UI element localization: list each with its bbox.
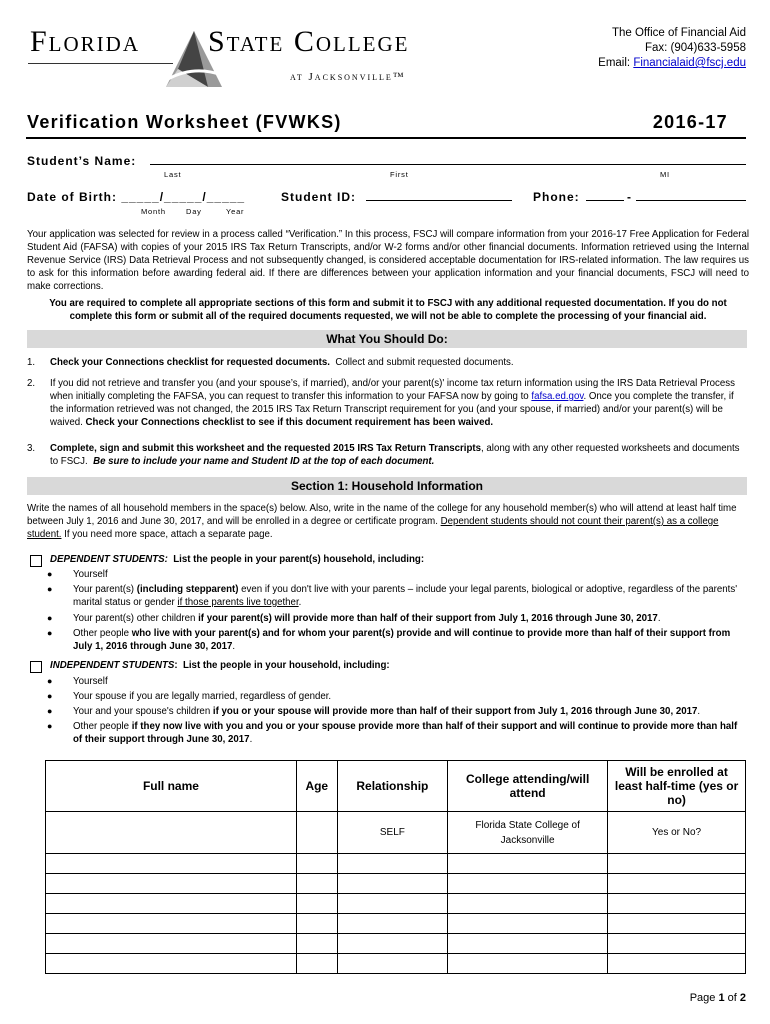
logo-word-florida: Florida [30, 25, 141, 58]
title-divider [26, 137, 746, 139]
dependent-b2-a: Your parent(s) [73, 584, 137, 595]
list-item [47, 720, 747, 746]
cell[interactable] [448, 894, 608, 914]
dependent-heading [50, 553, 747, 566]
cell-name[interactable] [46, 812, 297, 854]
list-item [47, 583, 747, 609]
table-row [46, 812, 746, 854]
dependent-b3-a: Your parent(s) other children [73, 613, 199, 624]
dependent-b4-a: Other people [73, 628, 132, 639]
cell[interactable] [296, 954, 337, 974]
independent-b2: Your spouse if you are legally married, regardless of gender. [73, 691, 332, 702]
dob-field[interactable]: Date of Birth: _____/_____/_____ [27, 190, 246, 204]
table-row [46, 914, 746, 934]
office-email-label: Email: [598, 57, 634, 69]
cell[interactable] [448, 954, 608, 974]
dependent-b4-c: . [232, 641, 236, 652]
page-of: of [724, 992, 740, 1004]
cell[interactable] [608, 934, 746, 954]
cell[interactable] [46, 954, 297, 974]
table-row [46, 954, 746, 974]
section1-intro-b: If you need more space, attach a separate page. [61, 529, 273, 540]
item3-number: 3. [27, 443, 36, 454]
item2-bold: Check your Connections checklist to see if this document requirement has been waived. [85, 417, 494, 428]
dependent-b4-bold: who live with your parent(s) and for whom your parent(s) provide and will continue to provide more than half of their support from July 1, 2016 through June 30, 2017 [73, 628, 731, 652]
independent-b3-a: Your and your spouse's children [73, 706, 213, 717]
college-logo [28, 27, 423, 95]
header-college: College attending/will attend [448, 761, 608, 812]
cell[interactable] [608, 874, 746, 894]
phone-area-field[interactable] [586, 188, 624, 201]
cell-relationship-self: SELF [337, 812, 447, 854]
table-header-row [46, 761, 746, 812]
office-fax: Fax: (904)633-5958 [644, 42, 746, 54]
logo-rule [28, 63, 173, 64]
dob-sub-month: Month [141, 207, 166, 216]
list-item [47, 627, 747, 653]
cell[interactable] [46, 914, 297, 934]
section1-heading: Section 1: Household Information [27, 477, 747, 495]
cell[interactable] [337, 954, 447, 974]
dependent-b2-c: . [298, 597, 302, 608]
dob-sub-year: Year [226, 207, 245, 216]
independent-b3-c: . [697, 706, 701, 717]
page-title: Verification Worksheet (FVWKS) [27, 112, 342, 132]
cell-age[interactable] [296, 812, 337, 854]
independent-b3-bold: if you or your spouse will provide more than half of their support from July 1, 2016 through June 30, 2017 [212, 706, 698, 717]
header-age: Age [296, 761, 337, 812]
dob-sub-day: Day [186, 207, 202, 216]
logo-word-state-college: State College [208, 25, 410, 58]
page-number [690, 992, 746, 1004]
cell[interactable] [608, 914, 746, 934]
cell[interactable] [337, 894, 447, 914]
dependent-checkbox[interactable] [30, 555, 42, 567]
name-sub-last: Last [164, 170, 182, 179]
item1-number: 1. [27, 357, 36, 368]
cell[interactable] [296, 854, 337, 874]
dependent-b3-c: . [657, 613, 661, 624]
phone-separator: - [627, 190, 632, 204]
cell[interactable] [337, 934, 447, 954]
name-sub-first: First [390, 170, 409, 179]
list-item [47, 690, 747, 703]
bullet-icon: ● [47, 676, 53, 686]
student-name-label: Student’s Name: [27, 154, 137, 168]
table-row [46, 874, 746, 894]
student-id-label: Student ID: [281, 190, 356, 204]
cell[interactable] [608, 854, 746, 874]
bullet-icon: ● [47, 613, 53, 623]
table-row [46, 854, 746, 874]
cell[interactable] [46, 874, 297, 894]
cell[interactable] [448, 934, 608, 954]
item3-bold: Complete, sign and submit this worksheet and the requested 2015 IRS Tax Return Transcripts [50, 443, 482, 454]
section1-intro-a: Write the names of all household members in the space(s) below. Also, write in the name of the college for any household member(s) who will attend at least half time between July 1, 2016 and June 30, 2017, and will be enrolled in a degree or certificate program. [27, 503, 737, 527]
cell[interactable] [608, 894, 746, 914]
instruction-item-2 [27, 377, 747, 431]
cell[interactable] [337, 914, 447, 934]
intro-paragraph: Your application was selected for review in a process called “Verification.” In this process, FSCJ will compare information from your 2016-17 Free Application for Federal Student Aid (FAFSA) with copies of your 2015 IRS Tax Return Transcripts, and/or W-2 forms and/or other financial documents. Information retrieved using the Internal Revenue Service (IRS) Data Retrieval Process and not subsequently changed, is considered acceptable documentation for IRS-related information. The law requires us to ask for this information before awarding federal aid. If there are differences between your application information and your financial documents, FSCJ will need to make corrections. [27, 229, 749, 292]
cell[interactable] [296, 914, 337, 934]
page-num: 1 [718, 992, 725, 1004]
cell[interactable] [448, 854, 608, 874]
office-email-line [598, 56, 746, 71]
cell[interactable] [448, 874, 608, 894]
bullet-icon: ● [47, 706, 53, 716]
cell[interactable] [46, 854, 297, 874]
student-name-field[interactable] [150, 152, 746, 165]
list-item [47, 675, 747, 688]
independent-heading-italic: INDEPENDENT STUDENTS [50, 660, 175, 671]
phone-label: Phone: [533, 190, 580, 204]
item1-rest: Collect and submit requested documents. [329, 357, 514, 368]
independent-b1: Yourself [73, 676, 108, 687]
cell-enrolled-yes-no[interactable]: Yes or No? [608, 812, 746, 854]
cell[interactable] [608, 954, 746, 974]
cell[interactable] [448, 914, 608, 934]
independent-heading-rest: : List the people in your household, including: [174, 660, 390, 671]
cell-college-fscj: Florida State College of Jacksonville [448, 812, 608, 854]
office-title: The Office of Financial Aid [611, 27, 746, 39]
dependent-heading-rest: List the people in your parent(s) household, including: [167, 554, 425, 565]
bullet-icon: ● [47, 691, 53, 701]
section1-intro-underline: Dependent students should not count their parent(s) as a college student. [27, 516, 719, 540]
household-table [45, 760, 746, 974]
item1-bold: Check your Connections checklist for requested documents. [50, 357, 330, 368]
cell[interactable] [337, 874, 447, 894]
what-to-do-heading: What You Should Do: [27, 330, 747, 348]
item3-bold-italic: Be sure to include your name and Student ID at the top of each document. [93, 456, 435, 467]
dependent-b1: Yourself [73, 569, 108, 580]
item3-rest: , along with any other requested worksheets and documents to FSCJ. [50, 443, 743, 467]
required-notice: You are required to complete all appropriate sections of this form and submit it to FSCJ with any additional requested documentation. If you do not complete this form or submit all of the required documents requested, we will not be able to complete the processing of your financial aid. [49, 298, 727, 322]
instruction-item-3 [27, 442, 747, 470]
cell[interactable] [296, 874, 337, 894]
cell[interactable] [296, 894, 337, 914]
independent-heading [50, 659, 747, 672]
dependent-b2-underline: if those parents live together [177, 597, 299, 608]
bullet-icon: ● [47, 628, 53, 638]
dependent-heading-italic: DEPENDENT STUDENTS: [50, 554, 168, 565]
bullet-icon: ● [47, 584, 53, 594]
cell[interactable] [296, 934, 337, 954]
independent-b4-bold: if they now live with you and you or your spouse provide more than half of their support and will continue to provide more than half of their support through June 30, 2017 [73, 721, 738, 745]
office-email-link[interactable]: Financialaid@fscj.edu [633, 57, 746, 69]
table-row [46, 894, 746, 914]
logo-subtitle: at Jacksonville™ [290, 71, 406, 83]
cell[interactable] [46, 934, 297, 954]
bullet-icon: ● [47, 721, 53, 731]
cell[interactable] [46, 894, 297, 914]
section1-intro [27, 502, 749, 541]
student-id-field[interactable] [366, 188, 512, 201]
list-item [47, 612, 747, 625]
header-relationship: Relationship [337, 761, 447, 812]
dependent-b3-bold: if your parent(s) will provide more than half of their support from July 1, 2016 through June 30, 2017 [198, 613, 658, 624]
independent-b4-c: . [249, 734, 253, 745]
list-item [47, 705, 747, 718]
independent-b4-a: Other people [73, 721, 132, 732]
page-prefix: Page [689, 992, 719, 1004]
dependent-b2-b: even if you don't live with your parents – include your legal parents, biological or adoptive, regardless of the parents' marital status or gender [73, 584, 738, 608]
item2-text-b: . Once you complete the transfer, if the information retrieved was not changed, the 2015 IRS Tax Return Transcript requirement for you (and your spouse, if married) and/or your parent(s) will be waived. [50, 391, 734, 428]
page-total: 2 [739, 992, 746, 1004]
list-item [47, 568, 747, 581]
name-sub-mi: MI [660, 170, 670, 179]
dependent-b2-bold: (including stepparent) [136, 584, 239, 595]
table-row [46, 934, 746, 954]
header-enrolled: Will be enrolled at least half-time (yes or no) [608, 761, 746, 812]
bullet-icon: ● [47, 569, 53, 579]
item2-number: 2. [27, 378, 36, 389]
office-contact [598, 26, 746, 71]
item2-text-a: If you did not retrieve and transfer you (and your spouse’s, if married), and/or your parent(s)' income tax return information using the IRS Data Retrieval Process when initially completing the FAFSA, you can request to transfer this information to your FAFSA now by going to [50, 378, 735, 402]
independent-checkbox[interactable] [30, 661, 42, 673]
instruction-item-1 [27, 356, 747, 370]
cell[interactable] [337, 854, 447, 874]
phone-number-field[interactable] [636, 188, 746, 201]
award-year: 2016-17 [652, 112, 728, 132]
header-full-name: Full name [46, 761, 297, 812]
fafsa-link[interactable]: fafsa.ed.gov [531, 391, 584, 402]
